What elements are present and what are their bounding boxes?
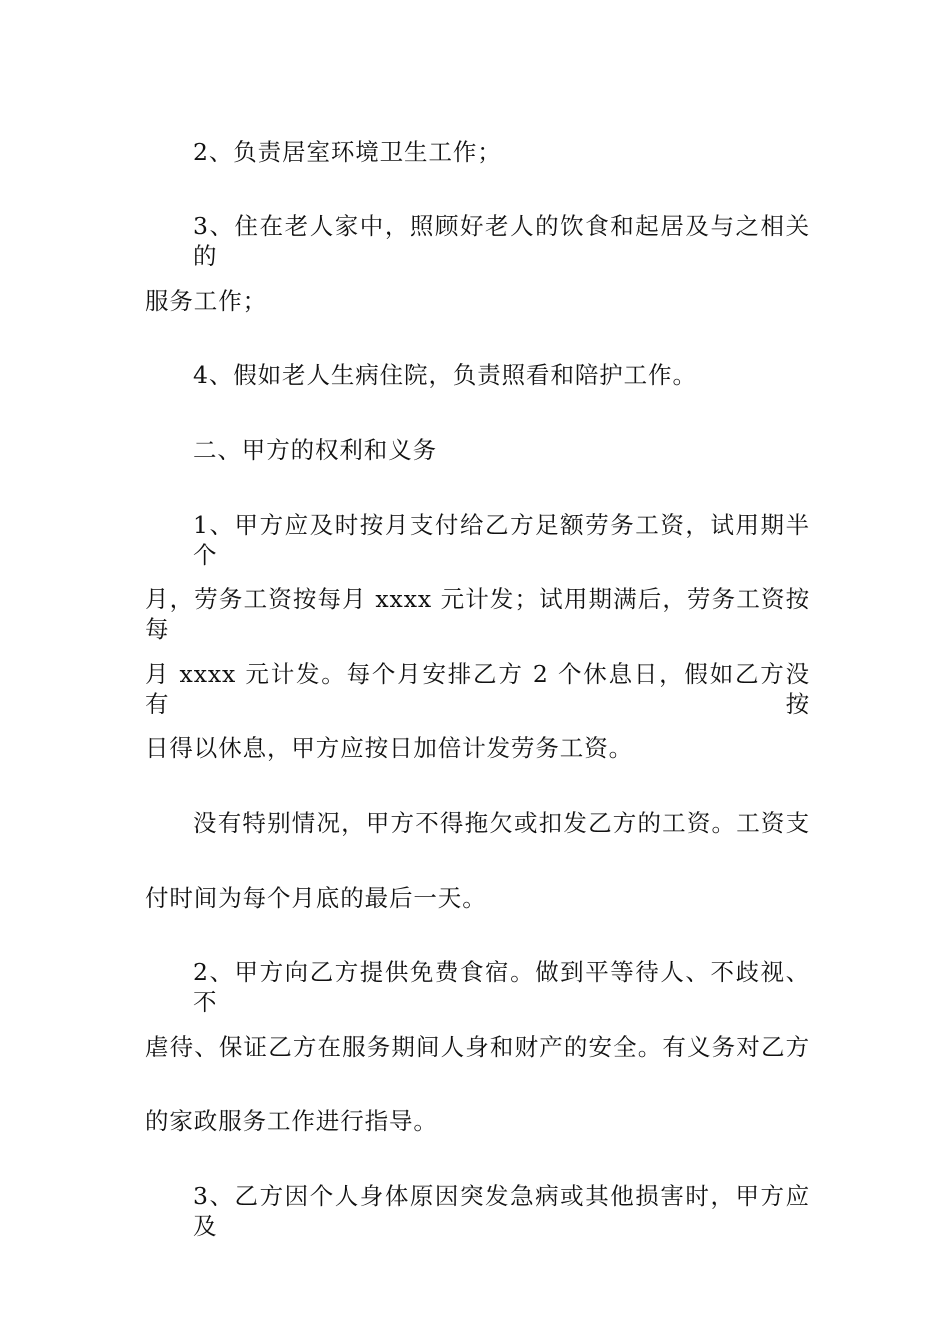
text-line: 3、乙方因个人身体原因突发急病或其他损害时，甲方应及 <box>193 1182 810 1240</box>
text-line: 月，劳务工资按每月 xxxx 元计发；试用期满后，劳务工资按每 <box>145 585 810 643</box>
text-line: 没有特别情况，甲方不得拖欠或扣发乙方的工资。工资支 <box>193 809 810 837</box>
text-line: 服务工作； <box>145 287 267 315</box>
text-line: 的家政服务工作进行指导。 <box>145 1107 438 1135</box>
text-line: 付时间为每个月底的最后一天。 <box>145 884 487 912</box>
text-line: 日得以休息，甲方应按日加倍计发劳务工资。 <box>145 734 633 762</box>
text-line: 2、负责居室环境卫生工作； <box>193 138 502 166</box>
text-line: 月 xxxx 元计发。每个月安排乙方 2 个休息日，假如乙方没有按 <box>145 660 810 718</box>
text-line: 1、甲方应及时按月支付给乙方足额劳务工资，试用期半个 <box>193 511 810 569</box>
text-line: 3、住在老人家中，照顾好老人的饮食和起居及与之相关的 <box>193 212 810 270</box>
text-line: 4、假如老人生病住院，负责照看和陪护工作。 <box>193 361 697 389</box>
text-line: 2、甲方向乙方提供免费食宿。做到平等待人、不歧视、不 <box>193 958 810 1016</box>
section-heading: 二、甲方的权利和义务 <box>193 436 437 464</box>
text-line: 虐待、保证乙方在服务期间人身和财产的安全。有义务对乙方 <box>145 1033 810 1061</box>
